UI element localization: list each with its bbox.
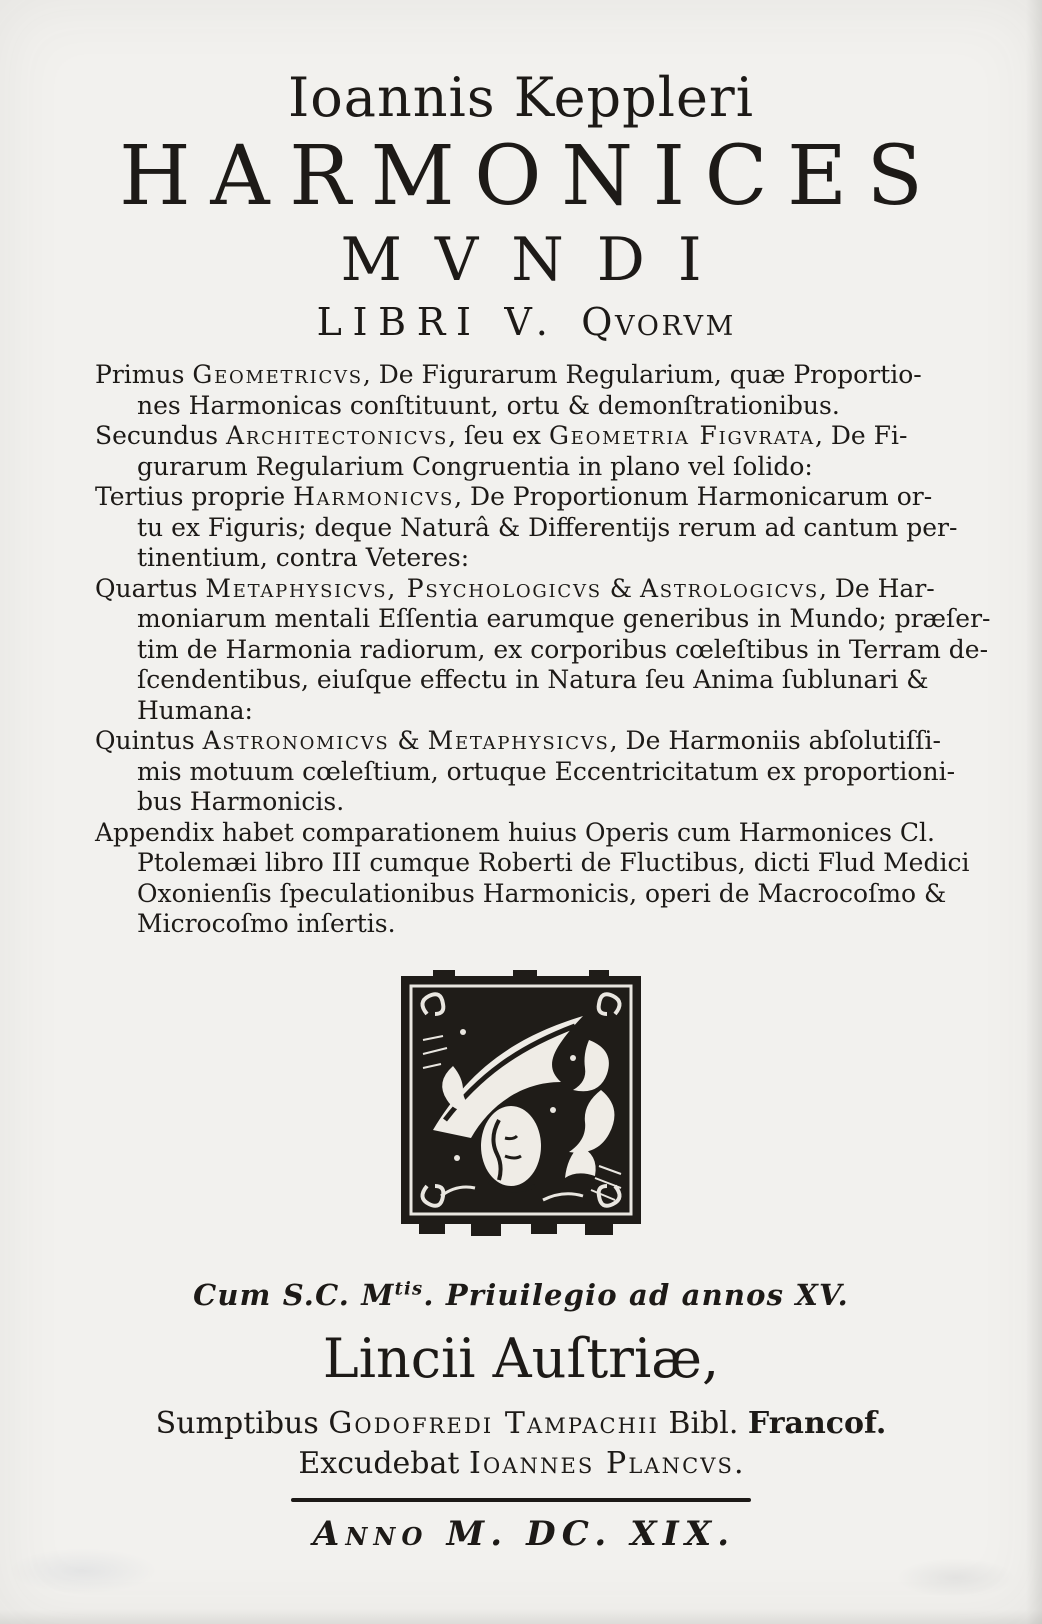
libri-quorum-line: LIBRI V. Qvorvm xyxy=(316,300,736,345)
printer-ornament-woodcut-icon xyxy=(393,970,649,1240)
book-entry-line: Quintus Astronomicvs & Metaphysicvs, De Harmoniis abſolutiſſi- xyxy=(95,726,941,756)
book-entry-line: Ptolemæi libro III cumque Roberti de Fluctibus, dicti Flud Medici xyxy=(137,848,970,878)
book-entry-line: Microcoſmo inſertis. xyxy=(137,909,396,939)
book-entry-line: gurarum Regularium Congruentia in plano vel ſolido: xyxy=(137,451,813,481)
scan-smudge-bottom-right xyxy=(896,1558,1016,1598)
title-sub: MVNDI xyxy=(340,225,735,296)
book-entry-line: Primus Geometricvs, De Figurarum Regularium, quæ Proportio- xyxy=(95,360,922,390)
imprint-place: Lincii Auſtriæ, xyxy=(322,1326,720,1390)
privilege-line: Cum S.C. $M^{tis}$. Priuilegio ad annos XV. xyxy=(193,1277,849,1312)
book-entry xyxy=(95,818,975,940)
book-entry xyxy=(95,360,975,421)
imprint-publisher: Sumptibus Godofredi Tampachii Bibl. Francof. xyxy=(155,1405,887,1441)
imprint-year: Anno M. DC. XIX. xyxy=(312,1513,736,1554)
title-main: HARMONICES xyxy=(119,129,943,225)
book-entry-line: ſcendentibus, eiuſque effectu in Natura ſeu Anima ſublunari & xyxy=(137,665,929,695)
book-entry xyxy=(95,573,991,727)
book-entry-line: Secundus Architectonicvs, ſeu ex Geometria Figvrata, De Fi- xyxy=(95,421,908,451)
book-entry-line: bus Harmonicis. xyxy=(137,787,345,817)
book-entry-line: tim de Harmonia radiorum, ex corporibus cœleſtibus in Terram de- xyxy=(137,634,989,664)
book-entry-line: Oxonienſis ſpeculationibus Harmonicis, operi de Macrocoſmo & xyxy=(137,878,947,908)
divider-rule xyxy=(291,1498,751,1502)
book-entry-line: Humana: xyxy=(137,695,253,725)
book-entry-line: nes Harmonicas conſtituunt, ortu & demonſtrationibus. xyxy=(137,390,840,420)
scan-edge-bottom xyxy=(0,1610,1042,1624)
imprint-printer: Excudebat Ioannes Plancvs. xyxy=(298,1445,744,1481)
book-entry-line: Appendix habet comparationem huius Operis cum Harmonices Cl. xyxy=(95,817,935,847)
book-entry-line: Quartus Metaphysicvs, Psychologicvs & Astrologicvs, De Har- xyxy=(95,573,935,603)
book-list xyxy=(95,360,991,940)
author-line: Ioannis Keppleri xyxy=(287,66,755,129)
book-entry-line: mis motuum cœleſtium, ortuque Eccentricitatum ex proportioni- xyxy=(137,756,956,786)
book-entry xyxy=(95,726,975,818)
book-entry-line: tinentium, contra Veteres: xyxy=(137,543,470,573)
book-entry xyxy=(95,482,975,574)
book-entry-line: Tertius proprie Harmonicvs, De Proportionum Harmonicarum or- xyxy=(95,482,933,512)
scan-smudge-bottom-left xyxy=(8,1548,158,1594)
book-entry xyxy=(95,421,975,482)
book-entry-line: moniarum mentali Eſſentia earumque generibus in Mundo; præſer- xyxy=(137,604,991,634)
book-entry-line: tu ex Figuris; deque Naturâ & Differentijs rerum ad cantum per- xyxy=(137,512,958,542)
scan-edge-right xyxy=(1026,0,1042,1624)
